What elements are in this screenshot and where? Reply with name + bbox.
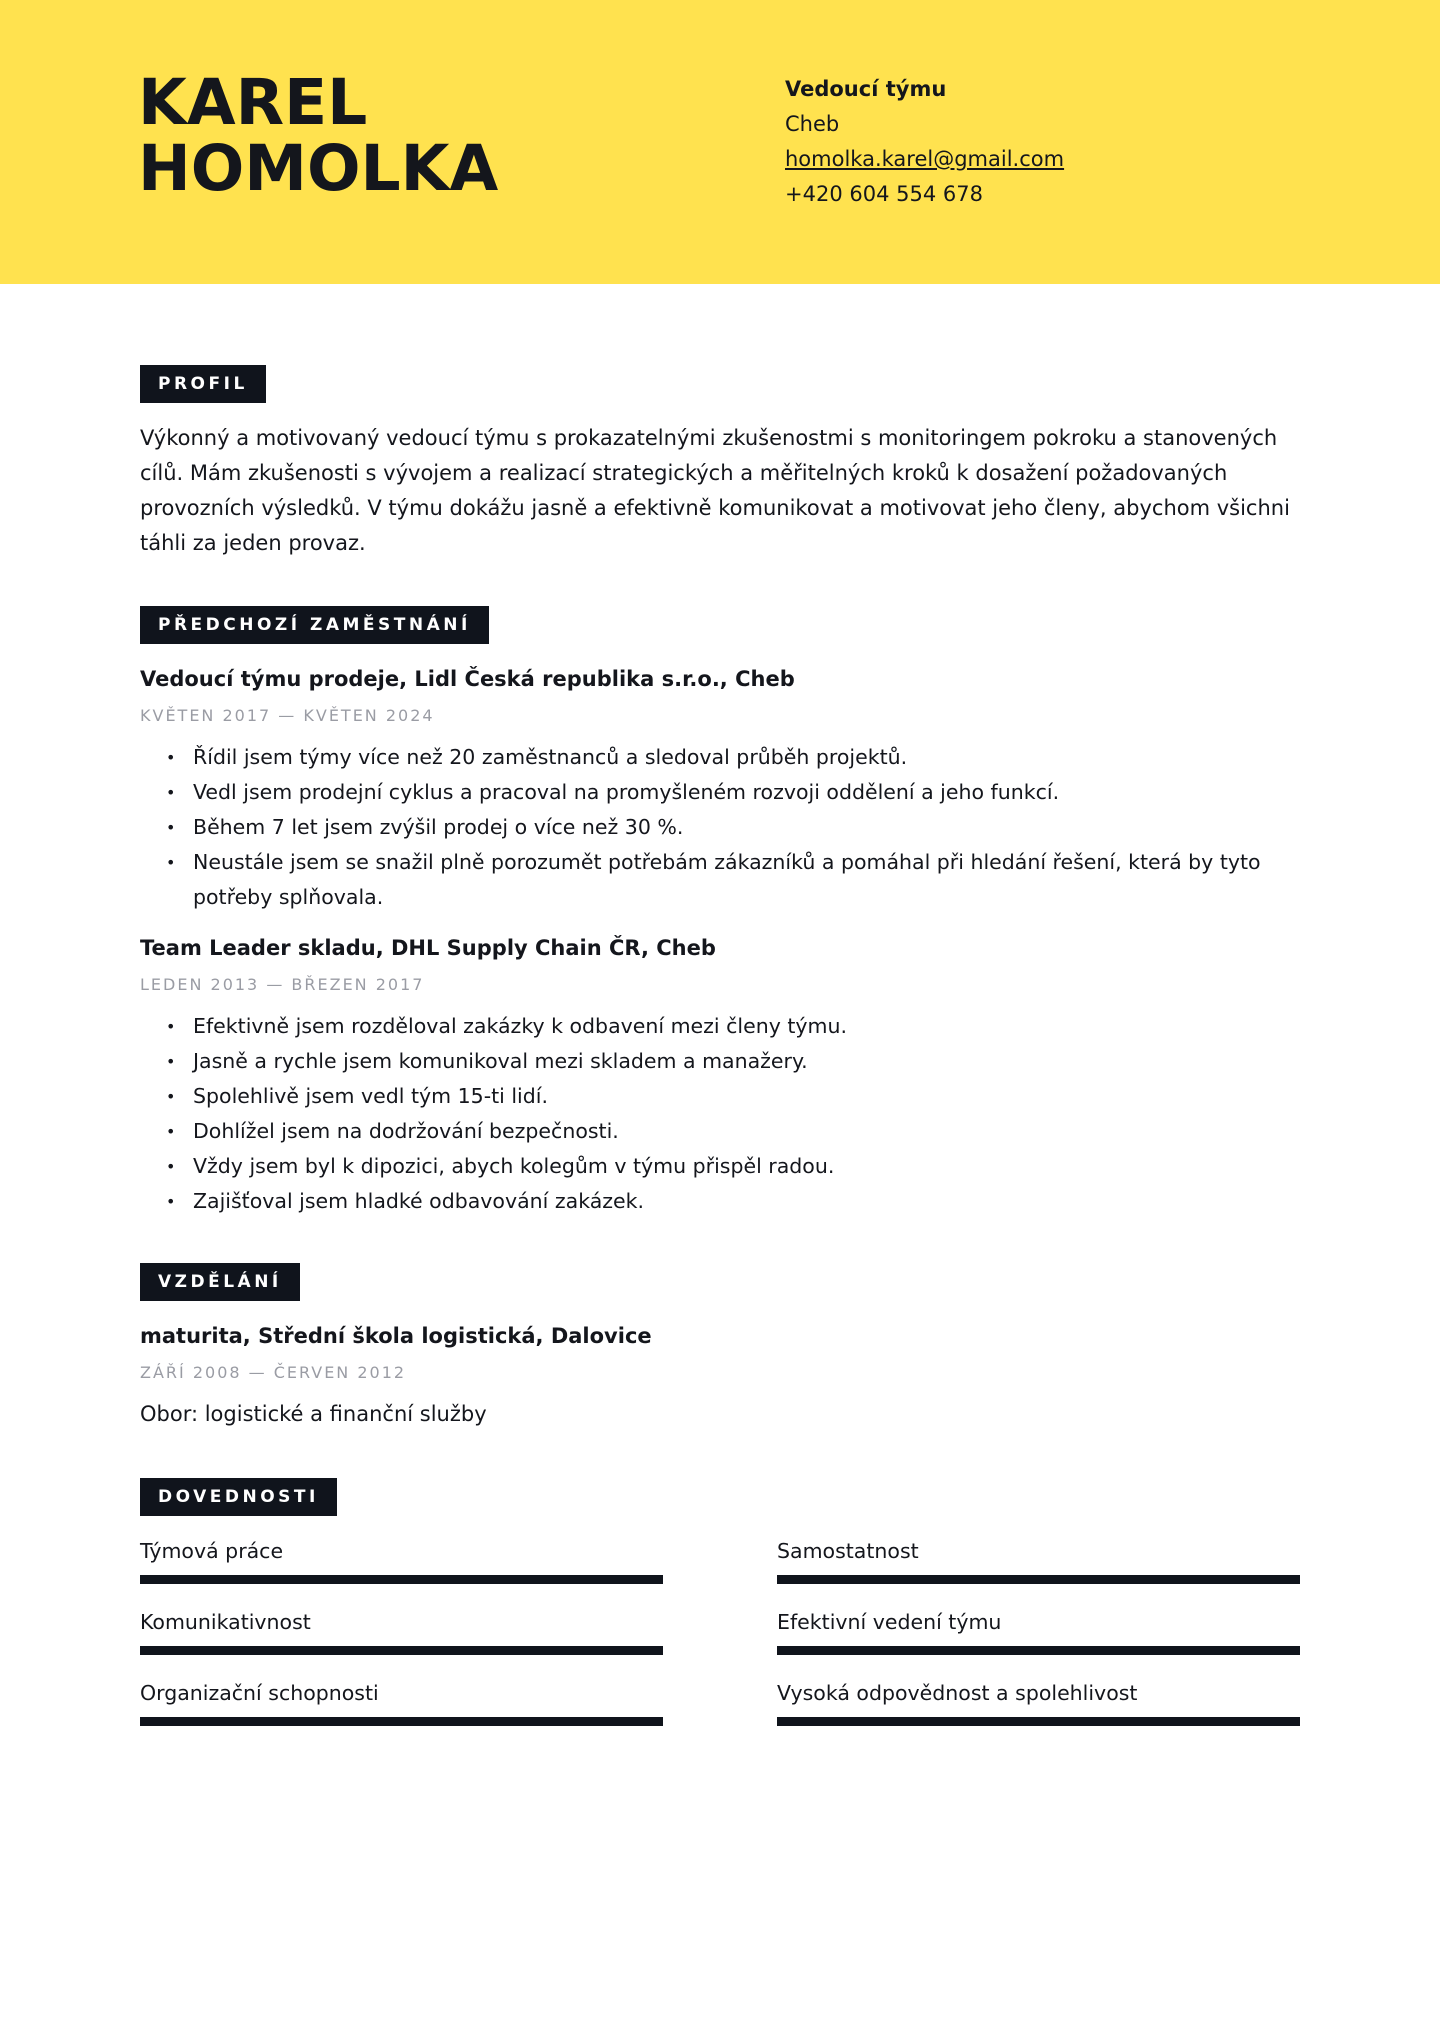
skill-item <box>140 1607 663 1655</box>
skill-bar-fill <box>140 1575 663 1584</box>
skill-label: Vysoká odpovědnost a spolehlivost <box>777 1681 1138 1705</box>
skill-bar <box>140 1646 663 1655</box>
skill-label: Efektivní vedení týmu <box>777 1610 1002 1634</box>
section-heading-education: VZDĚLÁNÍ <box>140 1263 300 1301</box>
skill-bar <box>777 1575 1300 1584</box>
profile-text: Výkonný a motivovaný vedoucí týmu s prokazatelnými zkušenostmi s monitoringem pokroku a stanovených cílů. Mám zkušenosti s vývojem a realizací strategických a měřitelných kroků k dosažení požadovaných provozních výsledků. V týmu dokážu jasně a efektivně komunikovat a motivovat jeho členy, abychom všichni táhli za jeden provaz. <box>140 426 1290 555</box>
skill-item <box>777 1607 1300 1655</box>
job-title-1: Vedoucí týmu prodeje, Lidl Česká republika s.r.o., Cheb <box>140 667 795 691</box>
skill-bar <box>777 1646 1300 1655</box>
list-item: • Jasně a rychle jsem komunikoval mezi skladem a manažery. <box>166 1044 1316 1079</box>
list-item: • Neustále jsem se snažil plně porozumět potřebám zákazníků a pomáhal při hledání řešení, která by tyto potřeby splňovala. <box>166 845 1316 915</box>
phone: +420 604 554 678 <box>785 182 983 206</box>
education-title: maturita, Střední škola logistická, Dalovice <box>140 1324 652 1348</box>
section-heading-profile: PROFIL <box>140 365 266 403</box>
skill-label: Organizační schopnosti <box>140 1681 379 1705</box>
skill-bar <box>140 1575 663 1584</box>
skill-bar-fill <box>777 1717 1300 1726</box>
list-item: • Během 7 let jsem zvýšil prodej o více než 30 %. <box>166 810 1316 845</box>
skill-item <box>777 1678 1300 1726</box>
email-link[interactable]: homolka.karel@gmail.com <box>785 147 1065 171</box>
city: Cheb <box>785 112 840 136</box>
skill-bar-fill <box>140 1646 663 1655</box>
skill-bar-fill <box>140 1717 663 1726</box>
list-item: • Vždy jsem byl k dipozici, abych kolegům v týmu přispěl radou. <box>166 1149 1316 1184</box>
list-item: • Vedl jsem prodejní cyklus a pracoval na promyšleném rozvoji oddělení a jeho funkcí. <box>166 775 1316 810</box>
candidate-name <box>138 66 499 205</box>
skill-item <box>140 1678 663 1726</box>
skill-item <box>777 1536 1300 1584</box>
skill-label: Týmová práce <box>140 1539 284 1563</box>
job-bullets-1 <box>166 740 1316 915</box>
section-heading-employment: PŘEDCHOZÍ ZAMĚSTNÁNÍ <box>140 606 489 644</box>
last-name: HOMOLKA <box>138 132 499 205</box>
job-dates-1: KVĚTEN 2017 — KVĚTEN 2024 <box>140 706 435 725</box>
skill-bar-fill <box>777 1646 1300 1655</box>
skill-label: Samostatnost <box>777 1539 919 1563</box>
job-bullets-2 <box>166 1009 1316 1219</box>
skill-item <box>140 1536 663 1584</box>
first-name: KAREL <box>138 66 368 139</box>
education-note: Obor: logistické a finanční služby <box>140 1402 487 1426</box>
list-item: • Dohlížel jsem na dodržování bezpečnosti. <box>166 1114 1316 1149</box>
job-dates-2: LEDEN 2013 — BŘEZEN 2017 <box>140 975 425 994</box>
list-item: • Spolehlivě jsem vedl tým 15-ti lidí. <box>166 1079 1316 1114</box>
list-item: • Zajišťoval jsem hladké odbavování zakázek. <box>166 1184 1316 1219</box>
contact-block <box>785 72 1064 212</box>
skill-bar <box>777 1717 1300 1726</box>
list-item: • Řídil jsem týmy více než 20 zaměstnanců a sledoval průběh projektů. <box>166 740 1316 775</box>
header-banner <box>0 0 1440 284</box>
list-item: • Efektivně jsem rozděloval zakázky k odbavení mezi členy týmu. <box>166 1009 1316 1044</box>
job-title-2: Team Leader skladu, DHL Supply Chain ČR, Cheb <box>140 936 716 960</box>
section-heading-skills: DOVEDNOSTI <box>140 1478 337 1516</box>
skill-bar <box>140 1717 663 1726</box>
skill-bar-fill <box>777 1575 1300 1584</box>
education-dates: ZÁŘÍ 2008 — ČERVEN 2012 <box>140 1363 407 1382</box>
job-title: Vedoucí týmu <box>785 77 947 101</box>
skill-label: Komunikativnost <box>140 1610 311 1634</box>
